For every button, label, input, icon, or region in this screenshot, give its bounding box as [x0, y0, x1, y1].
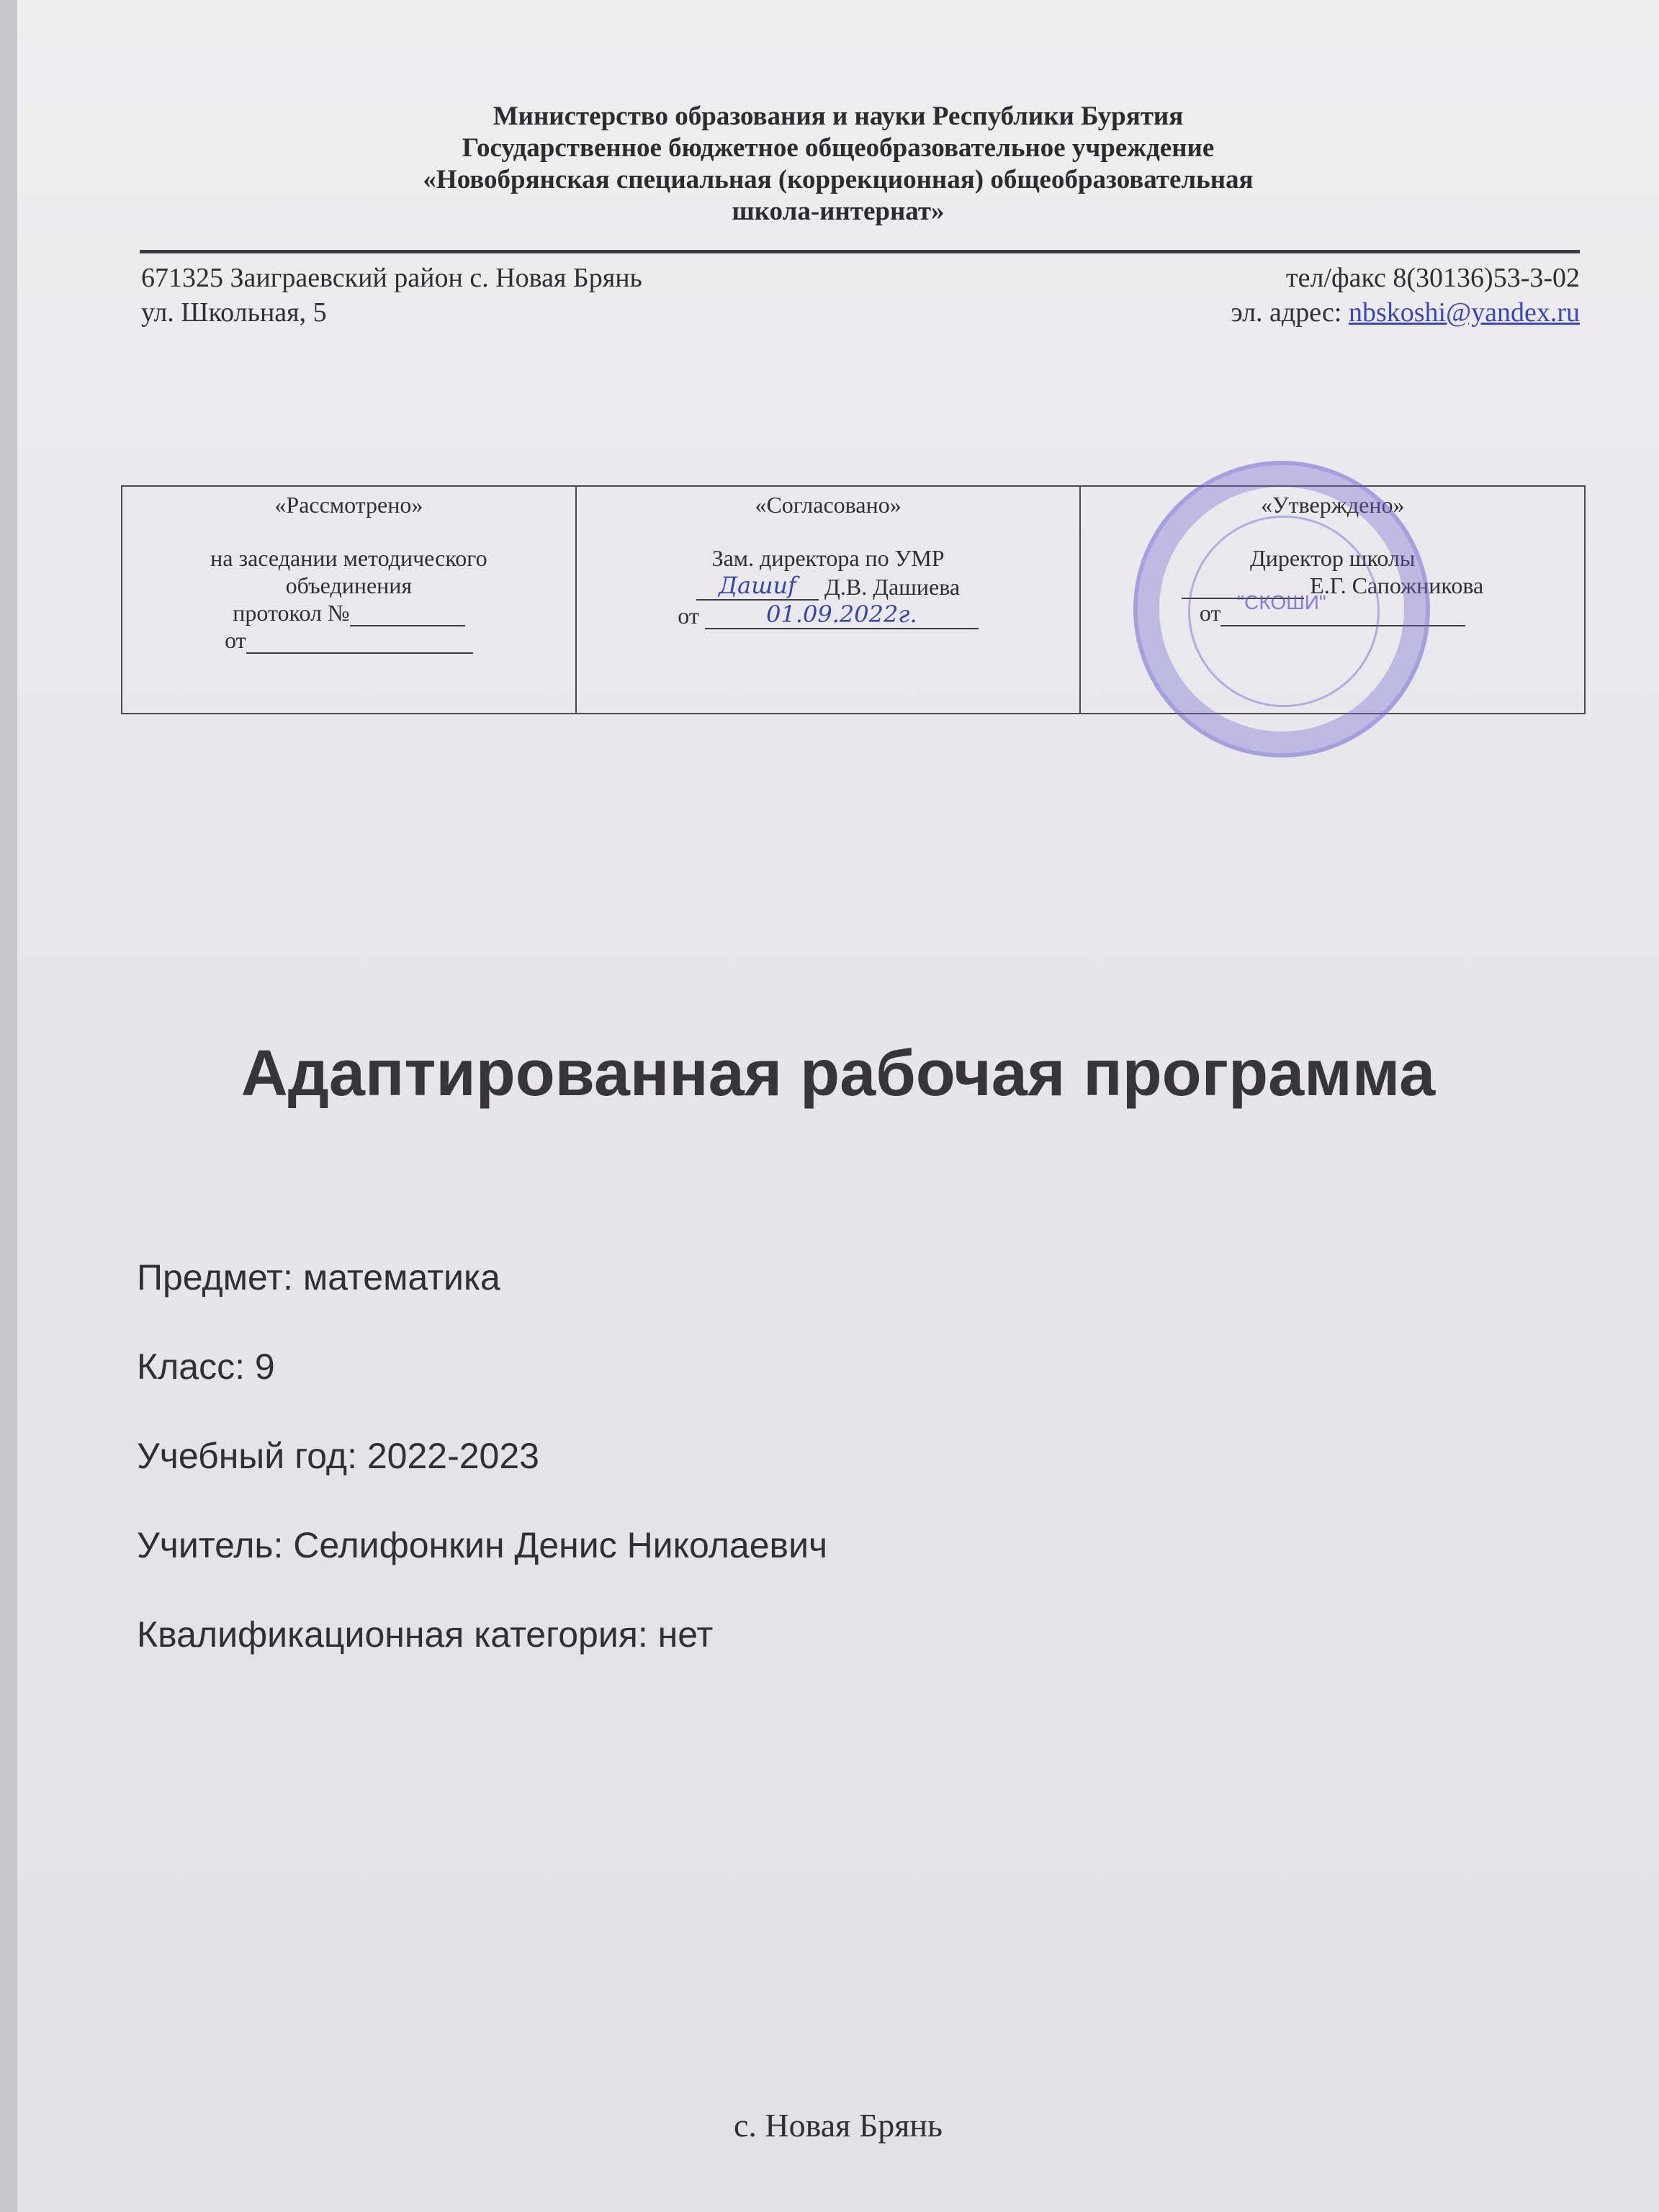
considered-date-field	[122, 626, 575, 654]
qualification-line: Квалификационная категория: нет	[137, 1614, 714, 1655]
approved-name: Е.Г. Сапожникова	[1310, 572, 1484, 598]
email-link[interactable]: nbskoshi@yandex.ru	[1348, 297, 1580, 328]
subject-line: Предмет: математика	[137, 1257, 500, 1298]
considered-title: «Рассмотрено»	[274, 492, 423, 518]
approved-title: «Утверждено»	[1260, 492, 1405, 518]
approved-role: Директор школы	[1249, 545, 1416, 571]
header-divider	[140, 250, 1580, 253]
postal-address	[141, 261, 642, 330]
school-name-line: «Новобрянская специальная (коррекционная) общеобразовательная	[423, 165, 1254, 194]
agreed-name: Д.В. Дашиева	[824, 574, 961, 600]
email-line	[1231, 295, 1580, 330]
email-label: эл. адрес:	[1231, 297, 1349, 328]
agreed-title: «Согласовано»	[755, 492, 902, 518]
grade-line: Класс: 9	[137, 1346, 275, 1387]
teacher-line: Учитель: Селифонкин Денис Николаевич	[137, 1525, 828, 1565]
place-of-issue: с. Новая Брянь	[734, 2107, 943, 2144]
approved-date-label: от	[1199, 600, 1221, 626]
address-line-1: 671325 Заиграевский район с. Новая Брянь	[141, 263, 642, 293]
letterhead	[17, 101, 1659, 228]
program-details	[137, 1256, 827, 1703]
considered-date-label: от	[225, 627, 246, 653]
agreed-signature: Дашиf	[696, 572, 819, 601]
address-line-2: ул. Школьная, 5	[141, 297, 327, 328]
agreed-cell	[577, 487, 1082, 713]
document-title: Адаптированная рабочая программа	[240, 1038, 1436, 1110]
institution-type-line: Государственное бюджетное общеобразовательное учреждение	[462, 133, 1215, 163]
contact-info	[1231, 261, 1580, 330]
considered-cell	[122, 487, 577, 713]
agreed-date: 01.09.2022г.	[705, 601, 979, 629]
school-year-line: Учебный год: 2022-2023	[137, 1436, 539, 1476]
agreed-signature-line	[577, 572, 1080, 601]
seal-center-text: "СКОШИ"	[1237, 591, 1326, 613]
agreed-role: Зам. директора по УМР	[711, 545, 945, 571]
protocol-label: протокол №	[233, 600, 350, 626]
protocol-field	[122, 599, 575, 626]
document-page	[17, 0, 1659, 2212]
school-type-line: школа-интернат»	[732, 197, 945, 226]
ministry-line: Министерство образования и науки Республики Бурятия	[493, 102, 1184, 131]
considered-line-1: на заседании методического	[210, 545, 487, 571]
considered-date-blank	[246, 652, 473, 654]
phone-fax: тел/факс 8(30136)53-3-02	[1286, 263, 1580, 293]
considered-line-2: объединения	[285, 572, 413, 598]
agreed-date-field	[577, 601, 1080, 629]
school-seal-stamp	[1133, 461, 1430, 757]
agreed-date-label: от	[678, 603, 705, 629]
